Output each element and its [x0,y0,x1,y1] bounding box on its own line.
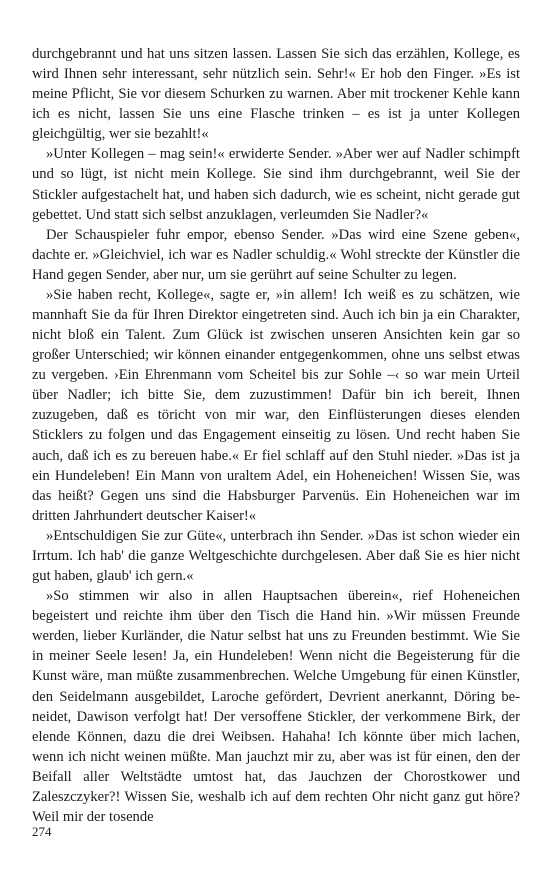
paragraph-1: durchgebrannt und hat uns sitzen lassen. Lassen Sie sich das erzählen, Kollege, es wird Ihnen sehr interessant, sehr nützlich sein. Sehr!« Er hob den Finger. »Es ist meine Pflicht, Sie vor diesem Schurken zu warnen. Aber mit trockener Kehle kann ich es nicht, lassen Sie uns eine Flasche trinken – es ist ja unter Kollegen gleichgültig, wer sie bezahlt!« [32,46,520,143]
book-page-body [32,44,520,827]
paragraph-6: »So stimmen wir also in allen Hauptsachen überein«, rief Hoheneichen begeistert und reichte ihm über den Tisch die Hand hin. »Wir müssen Freunde werden, lieber Kurländer, die Natur selbst hat uns zu Freunden bestimmt. Wie Sie in meiner Seele lesen! Ja, ein Hundeleben! Wenn nicht die Begeisterung für die Kunst wäre, man müßte zusammenbrechen. Welche Umgebung für einen Künstler, den Seidelmann ausgebildet, Laroche gefördert, Devrient anerkannt, Döring beneidet, Dawison verfolgt hat! Der versoffene Stickler, der verkommene Birk, der elende Können, dazu die drei Weibsen. Hahaha! Ich könnte über mich lachen, wenn ich nicht weinen müßte. Man jauchzt mir zu, aber was ist für einen, den der Beifall aller Weltstädte umtost hat, das Jauchzen der Chorostkower und Zaleszczyker?! Wissen Sie, weshalb ich auf dem rechten Ohr nicht ganz gut höre? Weil mir der tosende [32,588,520,825]
paragraph-5: »Entschuldigen Sie zur Güte«, unterbrach ihn Sender. »Das ist schon wieder ein Irrtum. Ich hab' die ganze Weltgeschichte durchgelesen. Aber daß Sie es hier nicht gut haben, glaub' ich gern.« [32,527,520,585]
paragraph-2: »Unter Kollegen – mag sein!« erwiderte Sender. »Aber wer auf Nadler schimpft und so lügt, ist nicht mein Kollege. Sie sind ihm durchgebrannt, weil Sie der Stickler aufgestachelt hat, und haben sich dadurch, wie es scheint, nicht gerade gut gebettet. Und statt sich selbst anzuklagen, verleumden Sie Nadler?« [32,146,520,223]
paragraph-4: »Sie haben recht, Kollege«, sagte er, »in allem! Ich weiß es zu schätzen, wie mannhaft Sie da für Ihren Direktor eingetreten sind. Auch ich bin ja ein Charakter, nicht bloß ein Talent. Zum Glück ist zwischen unseren Ansichten kein gar so großer Unterschied; wir können einander entgegenkommen, ohne uns selbst etwas zu vergeben. ›Ein Ehrenmann vom Scheitel bis zur Sohle –‹ so war mein Urteil über Nadler; ich bitte Sie, dem zuzustimmen! Dafür bin ich bereit, Ihnen zuzugeben, daß es töricht von mir war, den Einflüsterungen dieses elenden Sticklers zu folgen und das Engagement einseitig zu lösen. Und recht haben Sie auch, daß ich es zu bereuen habe.« Er fiel schlaff auf den Stuhl nieder. »Das ist ja ein Hundeleben! Ein Mann von uraltem Adel, ein Hoheneichen! Wissen Sie, was das heißt? Gegen uns sind die Habsburger Parvenüs. Ein Hoheneichen war im dritten Jahrhundert deutscher Kaiser!« [32,286,520,524]
paragraph-3: Der Schauspieler fuhr empor, ebenso Sender. »Das wird eine Szene geben«, dachte er. »Gleichviel, ich war es Nadler schuldig.« Wohl streckte der Künstler die Hand gegen Sender, aber nur, um sie gerührt auf seine Schulter zu legen. [32,226,520,283]
page-number: 274 [32,824,52,839]
